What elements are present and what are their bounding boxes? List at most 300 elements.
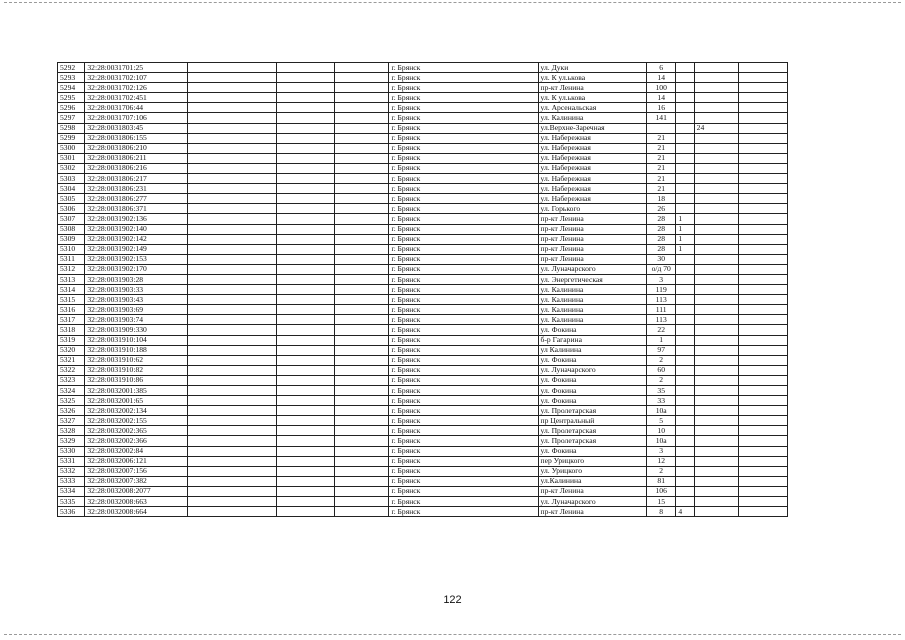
cell-empty: [334, 254, 389, 264]
cell-house: 30: [647, 254, 676, 264]
cell-street: ул. Луначарского: [538, 264, 646, 274]
cell-city: г. Брянск: [389, 476, 538, 486]
cell-empty: [334, 497, 389, 507]
page-top-rule: [4, 2, 901, 3]
page-number: 122: [443, 594, 462, 606]
cell-empty: [187, 224, 276, 234]
table-row: [58, 315, 788, 325]
cell-extra-a: [676, 184, 694, 194]
cell-cadastral-number: 32:28:0032001:385: [85, 386, 187, 396]
cell-record-number: 5304: [58, 184, 85, 194]
cell-extra-b: [694, 476, 739, 486]
cell-cadastral-number: 32:28:0032001:65: [85, 396, 187, 406]
cell-extra-b: [694, 214, 739, 224]
cell-empty: [187, 285, 276, 295]
table-row: [58, 174, 788, 184]
cell-city: г. Брянск: [389, 315, 538, 325]
cell-extra-b: [694, 163, 739, 173]
cell-street: ул Калинина: [538, 345, 646, 355]
table-row: [58, 153, 788, 163]
cell-empty: [334, 406, 389, 416]
cell-extra-a: 1: [676, 244, 694, 254]
cell-empty: [334, 486, 389, 496]
cell-street: ул. К ул.ькова: [538, 73, 646, 83]
cell-city: г. Брянск: [389, 436, 538, 446]
cell-cadastral-number: 32:28:0031910:82: [85, 365, 187, 375]
cell-record-number: 5298: [58, 123, 85, 133]
cell-house: 10а: [647, 406, 676, 416]
cell-street: пер Урицкого: [538, 456, 646, 466]
cell-empty: [334, 315, 389, 325]
cell-city: г. Брянск: [389, 244, 538, 254]
cell-extra-b: [694, 63, 739, 73]
cell-empty: [276, 254, 334, 264]
cell-empty: [739, 204, 788, 214]
cell-record-number: 5336: [58, 507, 85, 517]
cell-cadastral-number: 32:28:0031806:231: [85, 184, 187, 194]
cell-cadastral-number: 32:28:0031806:277: [85, 194, 187, 204]
cell-empty: [334, 274, 389, 284]
table-row: [58, 416, 788, 426]
cell-record-number: 5324: [58, 386, 85, 396]
cell-empty: [276, 416, 334, 426]
cell-extra-a: [676, 396, 694, 406]
cell-extra-b: [694, 204, 739, 214]
cell-extra-a: [676, 305, 694, 315]
cell-empty: [276, 244, 334, 254]
cell-empty: [334, 224, 389, 234]
cell-empty: [739, 184, 788, 194]
cell-empty: [739, 83, 788, 93]
cell-house: 33: [647, 396, 676, 406]
table-row: [58, 244, 788, 254]
cell-extra-b: [694, 446, 739, 456]
cell-empty: [276, 446, 334, 456]
table-row: [58, 224, 788, 234]
cell-cadastral-number: 32:28:0031702:107: [85, 73, 187, 83]
cell-empty: [739, 103, 788, 113]
cell-empty: [187, 153, 276, 163]
cell-extra-a: [676, 386, 694, 396]
cell-extra-a: [676, 194, 694, 204]
cell-empty: [739, 194, 788, 204]
cell-empty: [187, 264, 276, 274]
cell-extra-b: [694, 285, 739, 295]
cell-house: 6: [647, 63, 676, 73]
cell-empty: [187, 274, 276, 284]
cell-house: 15: [647, 497, 676, 507]
cell-cadastral-number: 32:28:0031909:330: [85, 325, 187, 335]
cell-extra-b: [694, 305, 739, 315]
cell-street: ул. Набережная: [538, 133, 646, 143]
cell-extra-b: [694, 345, 739, 355]
table-row: [58, 204, 788, 214]
cell-cadastral-number: 32:28:0031903:69: [85, 305, 187, 315]
cell-house: 113: [647, 315, 676, 325]
cell-extra-a: [676, 204, 694, 214]
cell-empty: [276, 63, 334, 73]
cell-record-number: 5329: [58, 436, 85, 446]
cell-empty: [187, 355, 276, 365]
cell-house: 97: [647, 345, 676, 355]
cell-empty: [739, 133, 788, 143]
cell-empty: [334, 446, 389, 456]
cell-city: г. Брянск: [389, 507, 538, 517]
cell-street: ул. Калинина: [538, 315, 646, 325]
cell-record-number: 5293: [58, 73, 85, 83]
cell-empty: [334, 456, 389, 466]
cell-empty: [334, 103, 389, 113]
table-row: [58, 386, 788, 396]
cell-extra-a: [676, 456, 694, 466]
cell-cadastral-number: 32:28:0032002:134: [85, 406, 187, 416]
cell-empty: [187, 345, 276, 355]
registry-table-body: [58, 63, 788, 517]
cell-extra-b: [694, 274, 739, 284]
cell-cadastral-number: 32:28:0031803:45: [85, 123, 187, 133]
cell-extra-b: [694, 406, 739, 416]
cell-record-number: 5322: [58, 365, 85, 375]
cell-extra-b: [694, 315, 739, 325]
cell-empty: [187, 113, 276, 123]
cell-empty: [187, 93, 276, 103]
cell-empty: [276, 285, 334, 295]
cell-extra-a: [676, 466, 694, 476]
cell-city: г. Брянск: [389, 143, 538, 153]
cell-house: 10а: [647, 436, 676, 446]
cell-street: ул.Калинина: [538, 476, 646, 486]
cell-record-number: 5310: [58, 244, 85, 254]
table-row: [58, 456, 788, 466]
cell-empty: [739, 486, 788, 496]
cell-record-number: 5311: [58, 254, 85, 264]
cell-empty: [276, 113, 334, 123]
cell-city: г. Брянск: [389, 406, 538, 416]
cell-street: ул. Арсенальская: [538, 103, 646, 113]
cell-empty: [739, 174, 788, 184]
cell-extra-a: [676, 476, 694, 486]
cell-record-number: 5295: [58, 93, 85, 103]
cell-cadastral-number: 32:28:0031910:104: [85, 335, 187, 345]
cell-empty: [276, 386, 334, 396]
cell-empty: [187, 365, 276, 375]
cell-empty: [739, 436, 788, 446]
cell-extra-a: [676, 335, 694, 345]
cell-empty: [276, 214, 334, 224]
cell-cadastral-number: 32:28:0032002:155: [85, 416, 187, 426]
table-row: [58, 345, 788, 355]
cell-empty: [334, 335, 389, 345]
cell-city: г. Брянск: [389, 184, 538, 194]
table-row: [58, 285, 788, 295]
cell-extra-b: [694, 365, 739, 375]
cell-empty: [187, 73, 276, 83]
cell-city: г. Брянск: [389, 264, 538, 274]
cell-empty: [187, 184, 276, 194]
cell-street: ул. Набережная: [538, 194, 646, 204]
cell-cadastral-number: 32:28:0031902:170: [85, 264, 187, 274]
cell-house: 3: [647, 274, 676, 284]
cell-empty: [739, 345, 788, 355]
cell-empty: [739, 254, 788, 264]
cell-extra-a: [676, 123, 694, 133]
cell-empty: [276, 204, 334, 214]
cell-empty: [276, 345, 334, 355]
cell-extra-a: [676, 133, 694, 143]
cell-cadastral-number: 32:28:0031702:126: [85, 83, 187, 93]
cell-record-number: 5315: [58, 295, 85, 305]
table-row: [58, 194, 788, 204]
cell-cadastral-number: 32:28:0031806:155: [85, 133, 187, 143]
cell-empty: [334, 476, 389, 486]
cell-empty: [276, 295, 334, 305]
cell-empty: [276, 143, 334, 153]
cell-empty: [334, 375, 389, 385]
cell-cadastral-number: 32:28:0031903:28: [85, 274, 187, 284]
cell-extra-b: [694, 375, 739, 385]
cell-street: ул. Энергетическая: [538, 274, 646, 284]
cell-cadastral-number: 32:28:0031903:74: [85, 315, 187, 325]
cell-city: г. Брянск: [389, 93, 538, 103]
cell-extra-b: [694, 456, 739, 466]
cell-empty: [739, 335, 788, 345]
cell-house: 5: [647, 416, 676, 426]
cell-empty: [739, 244, 788, 254]
cell-house: 111: [647, 305, 676, 315]
cell-cadastral-number: 32:28:0031902:153: [85, 254, 187, 264]
cell-city: г. Брянск: [389, 224, 538, 234]
table-row: [58, 497, 788, 507]
cell-record-number: 5305: [58, 194, 85, 204]
cell-empty: [276, 497, 334, 507]
cell-house: о/д 70: [647, 264, 676, 274]
table-row: [58, 355, 788, 365]
cell-house: 106: [647, 486, 676, 496]
cell-extra-b: [694, 436, 739, 446]
cell-extra-b: [694, 113, 739, 123]
cell-empty: [276, 406, 334, 416]
cell-house: 8: [647, 507, 676, 517]
cell-record-number: 5319: [58, 335, 85, 345]
cell-street: ул. Калинина: [538, 285, 646, 295]
cell-house: 14: [647, 73, 676, 83]
page-bottom-rule: [4, 634, 901, 635]
cell-city: г. Брянск: [389, 466, 538, 476]
cell-house: 3: [647, 446, 676, 456]
cell-house: 21: [647, 184, 676, 194]
cell-empty: [187, 123, 276, 133]
cell-empty: [334, 113, 389, 123]
cell-empty: [187, 507, 276, 517]
cell-city: г. Брянск: [389, 133, 538, 143]
cell-cadastral-number: 32:28:0031806:216: [85, 163, 187, 173]
cell-empty: [276, 234, 334, 244]
cell-extra-b: [694, 486, 739, 496]
cell-extra-b: [694, 497, 739, 507]
cell-extra-a: [676, 406, 694, 416]
cell-extra-b: [694, 325, 739, 335]
cell-empty: [739, 426, 788, 436]
cell-empty: [276, 486, 334, 496]
cell-street: ул. Фокина: [538, 386, 646, 396]
cell-record-number: 5312: [58, 264, 85, 274]
cell-extra-a: [676, 355, 694, 365]
cell-empty: [187, 83, 276, 93]
cell-street: ул. Фокина: [538, 355, 646, 365]
cell-empty: [187, 174, 276, 184]
cell-cadastral-number: 32:28:0032007:382: [85, 476, 187, 486]
cell-empty: [739, 406, 788, 416]
cell-extra-b: [694, 355, 739, 365]
cell-empty: [334, 365, 389, 375]
cell-street: ул. К ул.ькова: [538, 93, 646, 103]
cell-extra-a: [676, 174, 694, 184]
cell-cadastral-number: 32:28:0031903:43: [85, 295, 187, 305]
cell-extra-a: [676, 375, 694, 385]
cell-record-number: 5327: [58, 416, 85, 426]
cell-street: ул. Фокина: [538, 446, 646, 456]
cell-city: г. Брянск: [389, 214, 538, 224]
cell-street: ул. Калинина: [538, 113, 646, 123]
cell-empty: [276, 83, 334, 93]
cell-empty: [187, 386, 276, 396]
cell-street: ул. Пролетарская: [538, 406, 646, 416]
cell-empty: [334, 325, 389, 335]
cell-empty: [334, 244, 389, 254]
cell-record-number: 5301: [58, 153, 85, 163]
cell-record-number: 5335: [58, 497, 85, 507]
cell-city: г. Брянск: [389, 204, 538, 214]
table-row: [58, 83, 788, 93]
cell-extra-b: [694, 93, 739, 103]
cell-extra-b: [694, 335, 739, 345]
table-row: [58, 184, 788, 194]
cell-empty: [276, 335, 334, 345]
cell-street: ул. Набережная: [538, 184, 646, 194]
cell-empty: [276, 466, 334, 476]
cell-cadastral-number: 32:28:0031806:371: [85, 204, 187, 214]
cell-street: пр-кт Ленина: [538, 83, 646, 93]
cell-empty: [334, 355, 389, 365]
cell-empty: [276, 123, 334, 133]
cell-street: ул. Набережная: [538, 153, 646, 163]
cell-empty: [276, 103, 334, 113]
cell-empty: [276, 224, 334, 234]
cell-empty: [334, 436, 389, 446]
cell-empty: [334, 194, 389, 204]
cell-empty: [187, 426, 276, 436]
cell-empty: [276, 456, 334, 466]
cell-extra-b: [694, 184, 739, 194]
cell-cadastral-number: 32:28:0031702:451: [85, 93, 187, 103]
table-row: [58, 143, 788, 153]
cell-extra-b: [694, 153, 739, 163]
cell-empty: [187, 436, 276, 446]
cell-extra-a: [676, 325, 694, 335]
cell-empty: [276, 264, 334, 274]
cell-extra-b: [694, 416, 739, 426]
cell-empty: [739, 476, 788, 486]
cell-empty: [334, 466, 389, 476]
cell-empty: [187, 416, 276, 426]
cell-empty: [334, 73, 389, 83]
cell-empty: [739, 264, 788, 274]
table-row: [58, 113, 788, 123]
cell-empty: [187, 466, 276, 476]
cell-extra-b: [694, 507, 739, 517]
cell-empty: [187, 335, 276, 345]
cell-extra-a: [676, 264, 694, 274]
cell-empty: [187, 143, 276, 153]
cell-extra-b: [694, 103, 739, 113]
cell-record-number: 5292: [58, 63, 85, 73]
table-row: [58, 295, 788, 305]
table-row: [58, 103, 788, 113]
table-row: [58, 163, 788, 173]
cell-city: г. Брянск: [389, 153, 538, 163]
cell-city: г. Брянск: [389, 254, 538, 264]
cell-extra-b: [694, 194, 739, 204]
cell-city: г. Брянск: [389, 375, 538, 385]
cell-empty: [739, 163, 788, 173]
cell-extra-a: 4: [676, 507, 694, 517]
table-row: [58, 426, 788, 436]
cell-street: ул. Дуки: [538, 63, 646, 73]
cell-street: ул. Урицкого: [538, 466, 646, 476]
cell-empty: [187, 497, 276, 507]
cell-empty: [276, 355, 334, 365]
cell-city: г. Брянск: [389, 83, 538, 93]
cell-empty: [739, 113, 788, 123]
registry-table: [57, 62, 788, 517]
cell-empty: [739, 143, 788, 153]
cell-empty: [276, 73, 334, 83]
table-row: [58, 365, 788, 375]
cell-empty: [187, 315, 276, 325]
cell-city: г. Брянск: [389, 345, 538, 355]
cell-empty: [739, 325, 788, 335]
cell-empty: [276, 396, 334, 406]
cell-record-number: 5313: [58, 274, 85, 284]
cell-street: ул. Фокина: [538, 325, 646, 335]
cell-cadastral-number: 32:28:0032006:121: [85, 456, 187, 466]
cell-house: 22: [647, 325, 676, 335]
cell-street: ул. Фокина: [538, 396, 646, 406]
cell-empty: [334, 174, 389, 184]
cell-cadastral-number: 32:28:0032007:156: [85, 466, 187, 476]
cell-record-number: 5318: [58, 325, 85, 335]
cell-empty: [739, 446, 788, 456]
cell-extra-a: 1: [676, 234, 694, 244]
cell-empty: [334, 83, 389, 93]
cell-house: 28: [647, 224, 676, 234]
cell-empty: [334, 204, 389, 214]
cell-cadastral-number: 32:28:0032002:365: [85, 426, 187, 436]
cell-record-number: 5308: [58, 224, 85, 234]
table-row: [58, 375, 788, 385]
cell-extra-b: [694, 426, 739, 436]
cell-street: ул. Горького: [538, 204, 646, 214]
cell-extra-b: [694, 244, 739, 254]
cell-empty: [187, 234, 276, 244]
cell-extra-b: [694, 174, 739, 184]
cell-cadastral-number: 32:28:0031903:33: [85, 285, 187, 295]
cell-cadastral-number: 32:28:0031910:62: [85, 355, 187, 365]
cell-extra-b: [694, 396, 739, 406]
cell-house: 81: [647, 476, 676, 486]
cell-empty: [276, 436, 334, 446]
cell-city: г. Брянск: [389, 305, 538, 315]
